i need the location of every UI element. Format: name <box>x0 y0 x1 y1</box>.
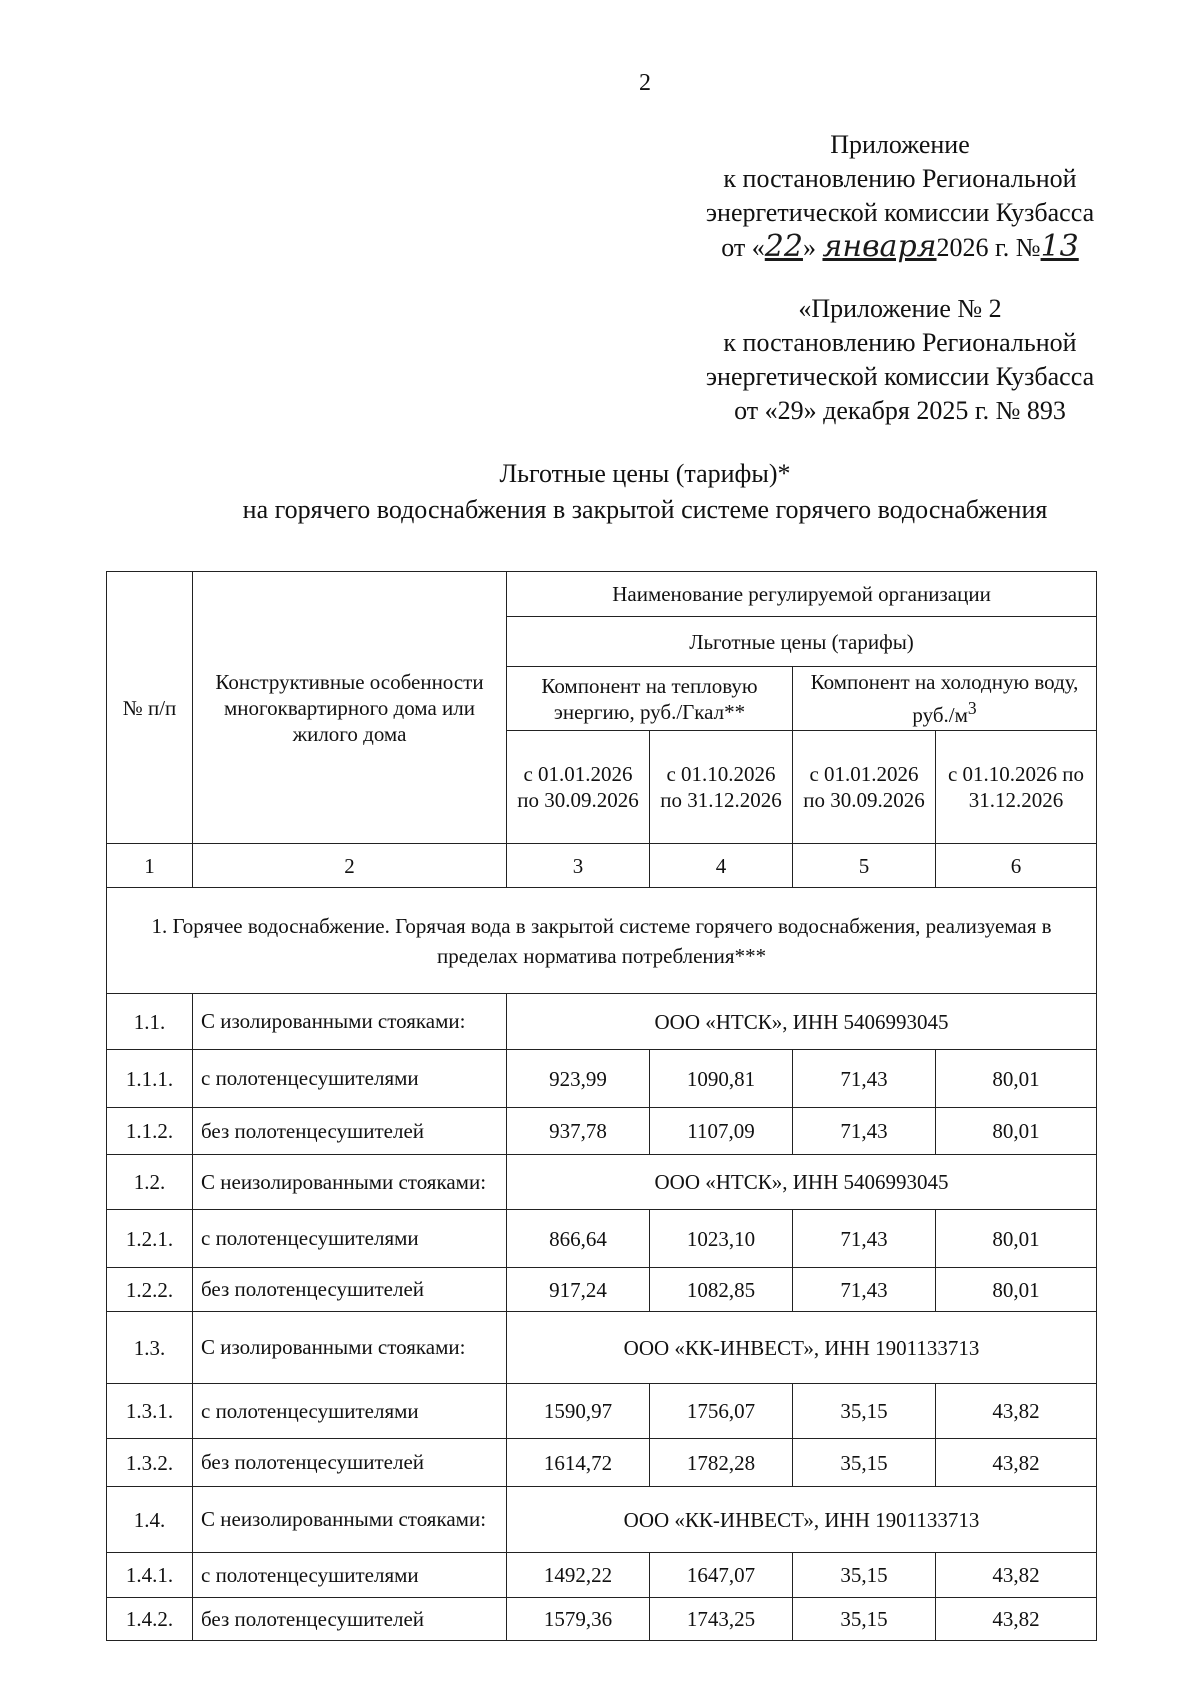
row-num: 1.4.2. <box>107 1598 193 1641</box>
row-value-heat-2: 1107,09 <box>650 1108 793 1155</box>
appendix-current <box>660 128 1140 265</box>
header-period-1: с 01.01.2026 по 30.09.2026 <box>507 731 650 844</box>
group-num: 1.1. <box>107 994 193 1050</box>
row-value-cold-1: 35,15 <box>793 1384 936 1439</box>
group-num: 1.2. <box>107 1155 193 1210</box>
page-number: 2 <box>639 70 651 96</box>
row-label: с полотенцесушителями <box>193 1553 507 1598</box>
group-row <box>107 1487 1097 1553</box>
group-organization: ООО «КК-ИНВЕСТ», ИНН 1901133713 <box>507 1312 1097 1384</box>
col-number: 5 <box>793 844 936 888</box>
table-row <box>107 1050 1097 1108</box>
group-row <box>107 1155 1097 1210</box>
row-num: 1.2.2. <box>107 1268 193 1312</box>
date-after-day: » <box>802 233 823 262</box>
header-period-2: с 01.10.2026 по 31.12.2026 <box>650 731 793 844</box>
table-row <box>107 1384 1097 1439</box>
row-label: без полотенцесушителей <box>193 1108 507 1155</box>
row-value-cold-2: 80,01 <box>936 1268 1097 1312</box>
row-value-heat-2: 1756,07 <box>650 1384 793 1439</box>
group-row <box>107 1312 1097 1384</box>
row-value-cold-2: 80,01 <box>936 1108 1097 1155</box>
header-cold-sup: 3 <box>967 698 977 718</box>
handwritten-month: января <box>822 229 937 264</box>
row-label: с полотенцесушителями <box>193 1210 507 1268</box>
row-value-cold-1: 35,15 <box>793 1553 936 1598</box>
row-value-heat-1: 937,78 <box>507 1108 650 1155</box>
col-number: 4 <box>650 844 793 888</box>
row-value-heat-1: 1579,36 <box>507 1598 650 1641</box>
title-line2: на горячего водоснабжения в закрытой системе горячего водоснабжения <box>242 495 1048 524</box>
col-number: 1 <box>107 844 193 888</box>
header-cold-text: Компонент на холодную воду, руб./м <box>810 670 1079 727</box>
row-value-heat-2: 1743,25 <box>650 1598 793 1641</box>
document-title <box>0 456 1200 528</box>
handwritten-number: 13 <box>1040 229 1079 264</box>
header-tariffs: Льготные цены (тарифы) <box>507 617 1097 667</box>
appendix-previous-line3: энергетической комиссии Кузбасса <box>705 362 1095 391</box>
row-value-cold-1: 71,43 <box>793 1210 936 1268</box>
header-num: № п/п <box>107 572 193 844</box>
title-line1: Льготные цены (тарифы)* <box>499 459 791 488</box>
row-num: 1.4.1. <box>107 1553 193 1598</box>
row-num: 1.3.1. <box>107 1384 193 1439</box>
row-num: 1.1.2. <box>107 1108 193 1155</box>
row-value-cold-2: 43,82 <box>936 1553 1097 1598</box>
header-row-1 <box>107 572 1097 617</box>
appendix-current-date <box>660 230 1140 265</box>
header-cold-component <box>793 667 1097 731</box>
group-organization: ООО «НТСК», ИНН 5406993045 <box>507 994 1097 1050</box>
appendix-previous-line2: к постановлению Региональной <box>723 328 1077 357</box>
group-label: С изолированными стояками: <box>193 994 507 1050</box>
row-value-cold-2: 80,01 <box>936 1050 1097 1108</box>
appendix-previous-line1: «Приложение № 2 <box>798 294 1002 323</box>
date-year: 2026 г. № <box>936 233 1041 262</box>
section-row <box>107 888 1097 994</box>
row-value-cold-1: 35,15 <box>793 1598 936 1641</box>
header-org: Наименование регулируемой организации <box>507 572 1097 617</box>
group-row <box>107 994 1097 1050</box>
row-value-cold-2: 43,82 <box>936 1384 1097 1439</box>
appendix-current-line3: энергетической комиссии Кузбасса <box>705 198 1095 227</box>
row-label: с полотенцесушителями <box>193 1384 507 1439</box>
group-organization: ООО «КК-ИНВЕСТ», ИНН 1901133713 <box>507 1487 1097 1553</box>
row-label: без полотенцесушителей <box>193 1598 507 1641</box>
col-number: 3 <box>507 844 650 888</box>
appendix-current-line1: Приложение <box>830 130 970 159</box>
row-num: 1.3.2. <box>107 1439 193 1487</box>
appendix-current-line2: к постановлению Региональной <box>723 164 1077 193</box>
group-organization: ООО «НТСК», ИНН 5406993045 <box>507 1155 1097 1210</box>
row-value-cold-1: 71,43 <box>793 1268 936 1312</box>
header-heat-component: Компонент на тепловую энергию, руб./Гкал** <box>507 667 793 731</box>
column-number-row <box>107 844 1097 888</box>
table-row <box>107 1553 1097 1598</box>
appendix-previous-line4: от «29» декабря 2025 г. № 893 <box>734 396 1066 425</box>
row-value-heat-1: 1590,97 <box>507 1384 650 1439</box>
appendix-previous <box>670 292 1130 428</box>
row-label: без полотенцесушителей <box>193 1268 507 1312</box>
row-num: 1.2.1. <box>107 1210 193 1268</box>
table-row <box>107 1210 1097 1268</box>
col-number: 2 <box>193 844 507 888</box>
table-row <box>107 1598 1097 1641</box>
row-label: с полотенцесушителями <box>193 1050 507 1108</box>
row-value-cold-2: 43,82 <box>936 1439 1097 1487</box>
row-value-cold-2: 43,82 <box>936 1598 1097 1641</box>
row-value-cold-1: 35,15 <box>793 1439 936 1487</box>
row-value-heat-1: 923,99 <box>507 1050 650 1108</box>
header-features: Конструктивные особенности многоквартирного дома или жилого дома <box>193 572 507 844</box>
date-prefix: от « <box>721 233 765 262</box>
col-number: 6 <box>936 844 1097 888</box>
row-value-heat-2: 1782,28 <box>650 1439 793 1487</box>
group-label: С неизолированными стояками: <box>193 1487 507 1553</box>
group-label: С изолированными стояками: <box>193 1312 507 1384</box>
row-label: без полотенцесушителей <box>193 1439 507 1487</box>
row-value-cold-1: 71,43 <box>793 1108 936 1155</box>
row-value-heat-2: 1647,07 <box>650 1553 793 1598</box>
header-period-4: с 01.10.2026 по 31.12.2026 <box>936 731 1097 844</box>
row-value-cold-2: 80,01 <box>936 1210 1097 1268</box>
row-value-heat-2: 1090,81 <box>650 1050 793 1108</box>
row-value-heat-2: 1023,10 <box>650 1210 793 1268</box>
table-row <box>107 1268 1097 1312</box>
row-value-cold-1: 71,43 <box>793 1050 936 1108</box>
group-label: С неизолированными стояками: <box>193 1155 507 1210</box>
row-value-heat-1: 866,64 <box>507 1210 650 1268</box>
row-value-heat-1: 917,24 <box>507 1268 650 1312</box>
tariff-table <box>106 571 1097 1641</box>
row-value-heat-2: 1082,85 <box>650 1268 793 1312</box>
table-row <box>107 1439 1097 1487</box>
handwritten-day: 22 <box>764 229 803 264</box>
row-value-heat-1: 1614,72 <box>507 1439 650 1487</box>
section-title: 1. Горячее водоснабжение. Горячая вода в закрытой системе горячего водоснабжения, реализуемая в пределах норматива потребления*** <box>107 888 1097 994</box>
group-num: 1.3. <box>107 1312 193 1384</box>
row-value-heat-1: 1492,22 <box>507 1553 650 1598</box>
table-row <box>107 1108 1097 1155</box>
group-num: 1.4. <box>107 1487 193 1553</box>
header-period-3: с 01.01.2026 по 30.09.2026 <box>793 731 936 844</box>
row-num: 1.1.1. <box>107 1050 193 1108</box>
